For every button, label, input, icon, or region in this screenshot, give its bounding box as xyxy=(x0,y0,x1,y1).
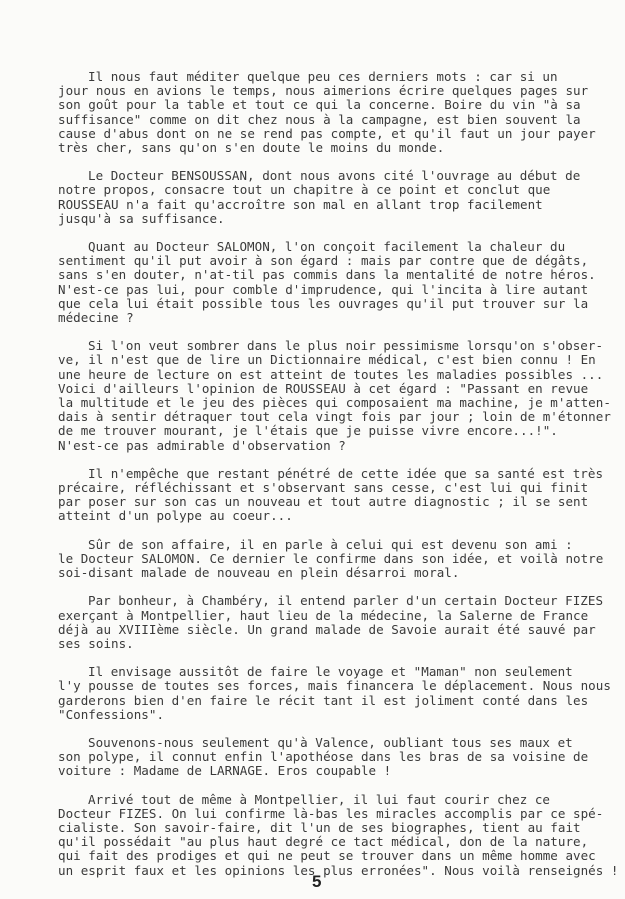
text-line: jusqu'à sa suffisance. xyxy=(58,210,225,226)
text-line: son polype, il connut enfin l'apothéose dans les bras de sa voisine de xyxy=(58,749,589,765)
text-line: soi-disant malade de nouveau en plein désarroi moral. xyxy=(58,565,460,581)
text-line: garderons bien d'en faire le récit tant il est joliment conté dans les xyxy=(58,692,589,708)
text-line: "Confessions". xyxy=(58,706,165,722)
text-line: Souvenons-nous seulement qu'à Valence, oubliant tous ses maux et xyxy=(88,734,573,750)
paragraph xyxy=(58,538,623,581)
text-line: ROUSSEAU n'a fait qu'accroître son mal en allant trop facilement xyxy=(58,196,543,212)
text-line: une heure de lecture on est atteint de toutes les maladies possibles ... xyxy=(58,366,604,382)
text-line: notre propos, consacre tout un chapitre à ce point et conclut que xyxy=(58,182,551,198)
text-line: Le Docteur BENSOUSSAN, dont nous avons cité l'ouvrage au début de xyxy=(88,168,581,184)
text-line: atteint d'un polype au coeur... xyxy=(58,508,293,524)
text-line: sans s'en douter, n'at-til pas commis dans la mentalité de notre héros. xyxy=(58,267,596,283)
text-line: son goût pour la table et tout ce qui la concerne. Boire du vin "à sa xyxy=(58,97,581,113)
text-line: N'est-ce pas lui, pour comble d'imprudence, qui l'incita à lire autant xyxy=(58,281,589,297)
text-line: précaire, réfléchissant et s'observant sans cesse, c'est lui qui finit xyxy=(58,480,589,496)
text-line: voiture : Madame de LARNAGE. Eros coupable ! xyxy=(58,763,392,779)
text-line: N'est-ce pas admirable d'observation ? xyxy=(58,437,346,453)
text-line: Quant au Docteur SALOMON, l'on conçoit facilement la chaleur du xyxy=(88,239,566,255)
text-line: Par bonheur, à Chambéry, il entend parler d'un certain Docteur FIZES xyxy=(88,593,604,609)
text-line: qu'il possédait "au plus haut degré ce tact médical, don de la nature, xyxy=(58,834,589,850)
paragraph xyxy=(58,793,623,878)
text-line: jour nous en avions le temps, nous aimerions écrire quelques pages sur xyxy=(58,83,589,99)
text-line: par poser sur son cas un nouveau et tout autre diagnostic ; il se sent xyxy=(58,494,589,510)
text-line: dais à sentir détraquer tout cela vingt fois par jour ; loin de m'étonner xyxy=(58,409,611,425)
text-line: qui fait des prodiges et qui ne peut se trouver dans un même homme avec xyxy=(58,848,596,864)
text-line: que cela lui était possible tous les ouvrages qu'il put trouver sur la xyxy=(58,295,589,311)
text-line: sentiment qu'il put avoir à son égard : mais par contre que de dégâts, xyxy=(58,253,589,269)
paragraph xyxy=(58,665,623,722)
document-body xyxy=(58,70,623,892)
text-line: la multitude et le jeu des pièces qui composaient ma machine, je m'atten- xyxy=(58,395,611,411)
text-line: Il nous faut méditer quelque peu ces derniers mots : car si un xyxy=(88,69,558,84)
text-line: Arrivé tout de même à Montpellier, il lui faut courir chez ce xyxy=(88,791,551,807)
text-line: ve, il n'est que de lire un Dictionnaire médical, c'est bien connu ! En xyxy=(58,352,596,368)
text-line: Voici d'ailleurs l'opinion de ROUSSEAU à cet égard : "Passant en revue xyxy=(58,380,589,396)
paragraph xyxy=(58,70,623,155)
text-line: Sûr de son affaire, il en parle à celui qui est devenu son ami : xyxy=(88,536,573,552)
text-line: médecine ? xyxy=(58,310,134,326)
text-line: cause d'abus dont on ne se rend pas compte, et qu'il faut un jour payer xyxy=(58,125,596,141)
page-number: 5 xyxy=(312,872,322,891)
paragraph xyxy=(58,240,623,325)
paragraph xyxy=(58,467,623,524)
text-line: exerçant à Montpellier, haut lieu de la médecine, la Salerne de France xyxy=(58,607,589,623)
paragraph xyxy=(58,594,623,651)
text-line: Il n'empêche que restant pénétré de cette idée que sa santé est très xyxy=(88,465,604,481)
text-line: Si l'on veut sombrer dans le plus noir pessimisme lorsqu'on s'obser- xyxy=(88,338,604,354)
paragraph xyxy=(58,339,623,453)
paragraph xyxy=(58,169,623,226)
text-line: le Docteur SALOMON. Ce dernier le confirme dans son idée, et voilà notre xyxy=(58,550,604,566)
text-line: suffisance" comme on dit chez nous à la campagne, est bien souvent la xyxy=(58,111,581,127)
text-line: cialiste. Son savoir-faire, dit l'un de ses biographes, tient au fait xyxy=(58,819,581,835)
text-line: très cher, sans qu'on s'en doute le moins du monde. xyxy=(58,140,445,156)
text-line: un esprit faux et les opinions les plus erronées". Nous voilà renseignés ! xyxy=(58,862,619,878)
text-line: l'y pousse de toutes ses forces, mais financera le déplacement. Nous nous xyxy=(58,678,611,694)
text-line: ses soins. xyxy=(58,635,134,651)
text-line: de me trouver mourant, je l'étais que je puisse vivre encore...!". xyxy=(58,423,558,439)
text-line: Il envisage aussitôt de faire le voyage et "Maman" non seulement xyxy=(88,664,573,680)
paragraph xyxy=(58,736,623,779)
text-line: Docteur FIZES. On lui confirme là-bas les miracles accomplis par ce spé- xyxy=(58,805,604,821)
text-line: déjà au XVIIIème siècle. Un grand malade de Savoie aurait été sauvé par xyxy=(58,621,596,637)
